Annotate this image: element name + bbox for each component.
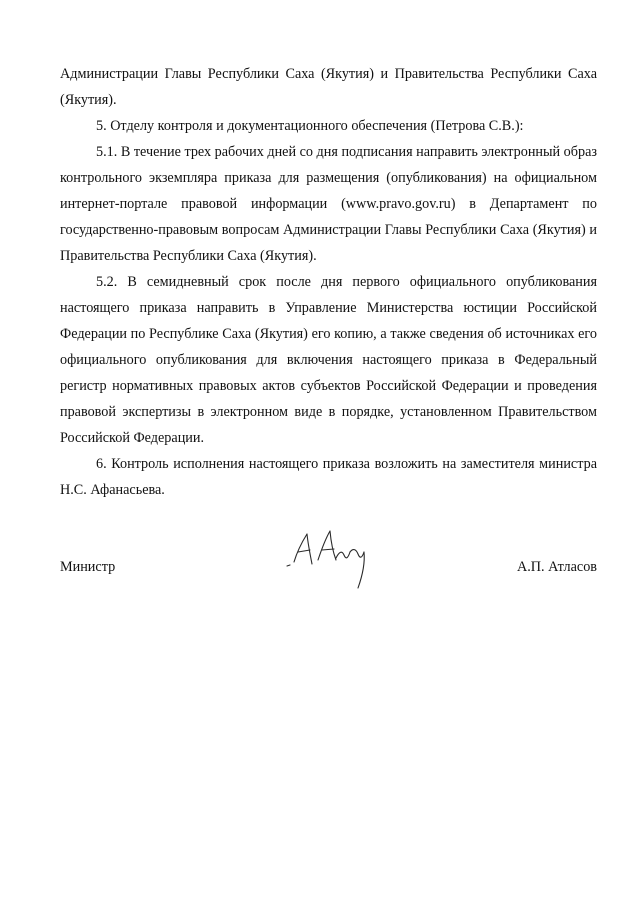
paragraph-item-5-1: 5.1. В течение трех рабочих дней со дня подписания направить электронный образ контрольного экземпляра приказа для размещения (опубликования) на официальном интернет-портале правовой информации (www.pravo.gov.ru) в Департамент по государственно-правовым вопросам Администрации Главы Республики Саха (Якутия) и Правительства Республики Саха (Якутия). xyxy=(60,144,597,264)
paragraph-continuation: Администрации Главы Республики Саха (Якутия) и Правительства Республики Саха (Якутия). xyxy=(60,66,597,108)
paragraph-item-6: 6. Контроль исполнения настоящего приказа возложить на заместителя министра Н.С. Афанасьева. xyxy=(60,456,597,498)
paragraph-item-5: 5. Отделу контроля и документационного обеспечения (Петрова С.В.): xyxy=(96,118,524,134)
signature-block xyxy=(60,554,597,584)
document-body xyxy=(60,61,597,503)
signature-title: Министр xyxy=(60,559,116,575)
paragraph-item-5-2: 5.2. В семидневный срок после дня первого официального опубликования настоящего приказа направить в Управление Министерства юстиции Российской Федерации по Республике Саха (Якутия) его копию, а также сведения об источниках его официального опубликования для включения настоящего приказа в Федеральный регистр нормативных правовых актов субъектов Российской Федерации и проведения правовой экспертизы в электронном виде в порядке, установленном Правительством Российской Федерации. xyxy=(60,274,597,446)
signature-name: А.П. Атласов xyxy=(517,559,597,575)
